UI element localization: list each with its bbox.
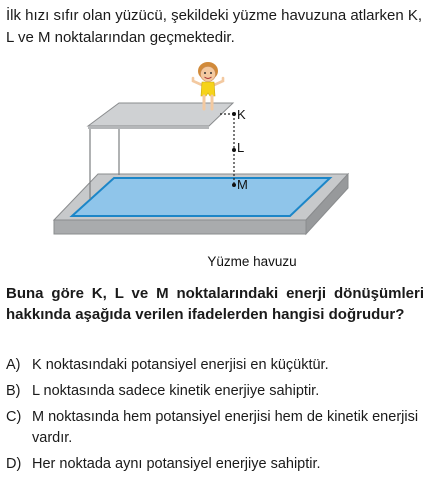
option-letter: B)	[6, 383, 21, 399]
option-text: K noktasındaki potansiyel enerjisi en küçüktür.	[32, 357, 329, 373]
option-letter: C)	[6, 409, 22, 425]
question-text: Buna göre K, L ve M noktalarındaki enerji dönüşümleri hakkında aşağıda verilen ifadelerden hangisi doğrudur?	[6, 285, 424, 323]
point-k-dot	[232, 112, 236, 116]
option-letter: D)	[6, 456, 22, 472]
figure-caption: Yüzme havuzu	[207, 254, 297, 269]
pool-water	[72, 178, 330, 216]
point-m-label: M	[237, 177, 248, 192]
point-k-label: K	[237, 107, 246, 122]
option-b[interactable]	[6, 381, 426, 402]
option-d[interactable]	[6, 454, 426, 475]
diving-platform-edge	[88, 126, 209, 129]
option-a[interactable]	[6, 355, 426, 376]
pool-frame-front	[54, 220, 306, 234]
intro-text: İlk hızı sıfır olan yüzücü, şekildeki yüzme havuzuna atlarken K, L ve M noktalarından geçmektedir.	[6, 7, 423, 46]
pool-figure	[0, 56, 432, 276]
option-text: L noktasında sadece kinetik enerjiye sahiptir.	[32, 383, 320, 399]
point-l-dot	[232, 148, 236, 152]
swimmer-figure	[193, 62, 223, 109]
option-letter: A)	[6, 357, 21, 373]
option-text: Her noktada aynı potansiyel enerjiye sahiptir.	[32, 456, 321, 472]
answer-options	[6, 355, 426, 480]
option-text: M noktasında hem potansiyel enerjisi hem de kinetik enerjisi vardır.	[32, 409, 419, 446]
point-l-label: L	[237, 140, 245, 155]
point-m-dot	[232, 183, 236, 187]
option-c[interactable]	[6, 407, 426, 449]
